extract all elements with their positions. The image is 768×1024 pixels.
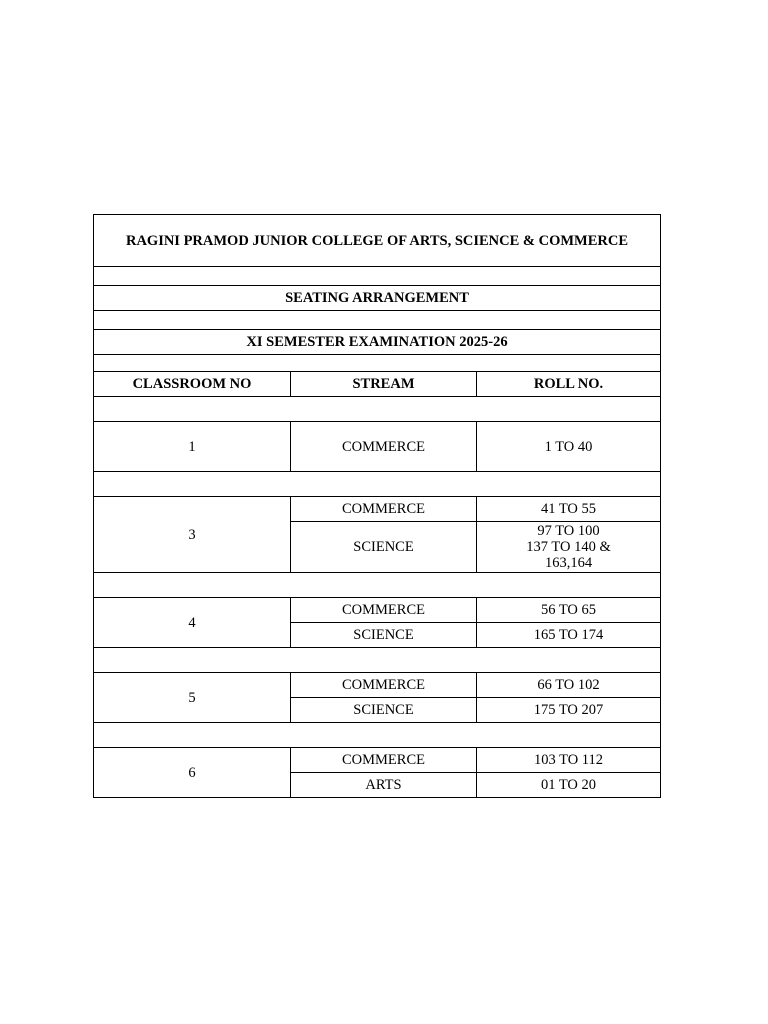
column-header-classroom: CLASSROOM NO — [94, 372, 291, 397]
classroom-number: 5 — [94, 673, 291, 723]
stream-cell: SCIENCE — [291, 623, 477, 648]
spacer-row — [94, 573, 661, 598]
roll-cell: 1 TO 40 — [477, 422, 661, 472]
spacer-row — [94, 397, 661, 422]
stream-cell: SCIENCE — [291, 522, 477, 573]
stream-cell: SCIENCE — [291, 698, 477, 723]
spacer-cell — [94, 355, 661, 372]
spacer-row — [94, 472, 661, 497]
spacer-row — [94, 723, 661, 748]
roll-cell — [477, 522, 661, 573]
spacer-row — [94, 648, 661, 673]
column-header-row — [94, 372, 661, 397]
table-row — [94, 422, 661, 472]
roll-cell: 165 TO 174 — [477, 623, 661, 648]
stream-cell: COMMERCE — [291, 598, 477, 623]
spacer-cell — [94, 648, 661, 673]
exam-title: XI SEMESTER EXAMINATION 2025-26 — [94, 330, 661, 355]
classroom-number: 4 — [94, 598, 291, 648]
spacer-cell — [94, 267, 661, 286]
spacer-cell — [94, 397, 661, 422]
stream-cell: COMMERCE — [291, 497, 477, 522]
roll-cell: 175 TO 207 — [477, 698, 661, 723]
stream-cell: COMMERCE — [291, 748, 477, 773]
college-name: RAGINI PRAMOD JUNIOR COLLEGE OF ARTS, SCIENCE & COMMERCE — [94, 215, 661, 267]
table-row — [94, 673, 661, 698]
roll-line: 163,164 — [544, 555, 593, 571]
page-title: SEATING ARRANGEMENT — [94, 286, 661, 311]
column-header-roll: ROLL NO. — [477, 372, 661, 397]
seating-table — [93, 214, 661, 798]
roll-line: 97 TO 100 — [537, 523, 600, 539]
college-name-row — [94, 215, 661, 267]
spacer-cell — [94, 573, 661, 598]
spacer-cell — [94, 472, 661, 497]
table-row — [94, 497, 661, 522]
stream-cell: COMMERCE — [291, 422, 477, 472]
spacer-cell — [94, 311, 661, 330]
classroom-number: 6 — [94, 748, 291, 798]
roll-cell: 41 TO 55 — [477, 497, 661, 522]
table-row — [94, 598, 661, 623]
spacer-cell — [94, 723, 661, 748]
title-row — [94, 286, 661, 311]
classroom-number: 3 — [94, 497, 291, 573]
spacer-row — [94, 355, 661, 372]
column-header-stream: STREAM — [291, 372, 477, 397]
roll-cell: 66 TO 102 — [477, 673, 661, 698]
exam-row — [94, 330, 661, 355]
classroom-number: 1 — [94, 422, 291, 472]
roll-cell: 103 TO 112 — [477, 748, 661, 773]
roll-line: 137 TO 140 & — [526, 539, 611, 555]
roll-cell: 56 TO 65 — [477, 598, 661, 623]
table-row — [94, 748, 661, 773]
spacer-row — [94, 267, 661, 286]
roll-cell: 01 TO 20 — [477, 773, 661, 798]
stream-cell: COMMERCE — [291, 673, 477, 698]
stream-cell: ARTS — [291, 773, 477, 798]
spacer-row — [94, 311, 661, 330]
